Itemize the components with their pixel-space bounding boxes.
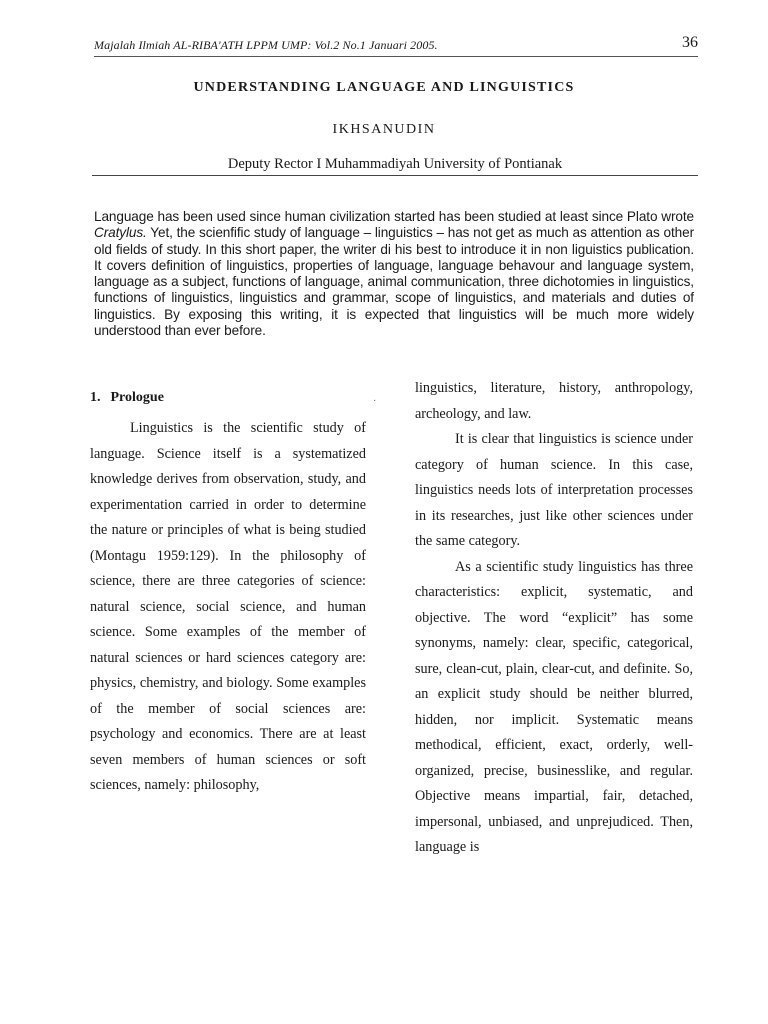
body-paragraph-human-science: It is clear that linguistics is science under category of human science. In this case, linguistics needs lots of interpretation processes in its researches, just like other sciences under the same category. <box>415 431 693 549</box>
left-column <box>90 383 366 799</box>
abstract-text-start: Language has been used since human civilization started has been studied at least since Plato wrote <box>94 209 694 224</box>
author-affiliation: Deputy Rector I Muhammadiyah University of Pontianak <box>92 156 698 176</box>
article-title: UNDERSTANDING LANGUAGE AND LINGUISTICS <box>193 80 575 95</box>
section-title: Prologue <box>110 390 164 405</box>
right-column <box>415 376 693 861</box>
body-paragraph-characteristics: As a scientific study linguistics has three characteristics: explicit, systematic, and objective. The word “explicit” has some synonyms, namely: clear, specific, categorical, sure, clean-cut, plain, clear-cut, and definite. So, an explicit study should be neither blurred, hidden, nor implicit. Systematic means methodical, efficient, exact, orderly, well-organized, precise, businesslike, and regular. Objective means impartial, fair, detached, impersonal, unbiased, and unprejudiced. Then, language is <box>415 558 693 855</box>
running-header <box>94 36 698 57</box>
stray-dot-mark: · <box>373 396 377 407</box>
abstract-text-end: Yet, the scienfific study of language – linguistics – has not get as much as attention as other old fields of study. In this short paper, the writer di his best to introduce it in non liguistics publication. It covers definition of linguistics, properties of language, language behavour and language system, language as a subject, functions of language, animal communication, three dichotomies in linguistics, functions of linguistics, linguistics and grammar, scope of linguistics, and materials and duties of linguistics. By exposing this writing, it is expected that linguistics will be much more widely understood than ever before. <box>94 225 694 339</box>
abstract-italic-title: Cratylus. <box>94 225 147 241</box>
section-heading <box>90 383 366 413</box>
abstract <box>94 209 694 339</box>
body-paragraph-continuation: linguistics, literature, history, anthropology, archeology, and law. <box>415 380 693 422</box>
body-paragraph-prologue: Linguistics is the scientific study of language. Science itself is a systematized knowledge derives from observation, study, and experimentation carried in order to determine the nature or principles of what is being studied (Montagu 1959:129). In the philosophy of science, there are three categories of science: natural science, social science, and human science. Some examples of the member of natural sciences or hard sciences category are: physics, chemistry, and biology. Some examples of the member of social sciences are: psychology and economics. There are at least seven members of human sciences or soft sciences, namely: philosophy, <box>90 420 366 793</box>
section-number: 1. <box>90 390 101 405</box>
journal-citation: Majalah Ilmiah AL-RIBA'ATH LPPM UMP: Vol.2 No.1 Januari 2005. <box>94 38 438 52</box>
article-author: IKHSANUDIN <box>332 122 436 137</box>
page-number: 36 <box>682 34 698 51</box>
